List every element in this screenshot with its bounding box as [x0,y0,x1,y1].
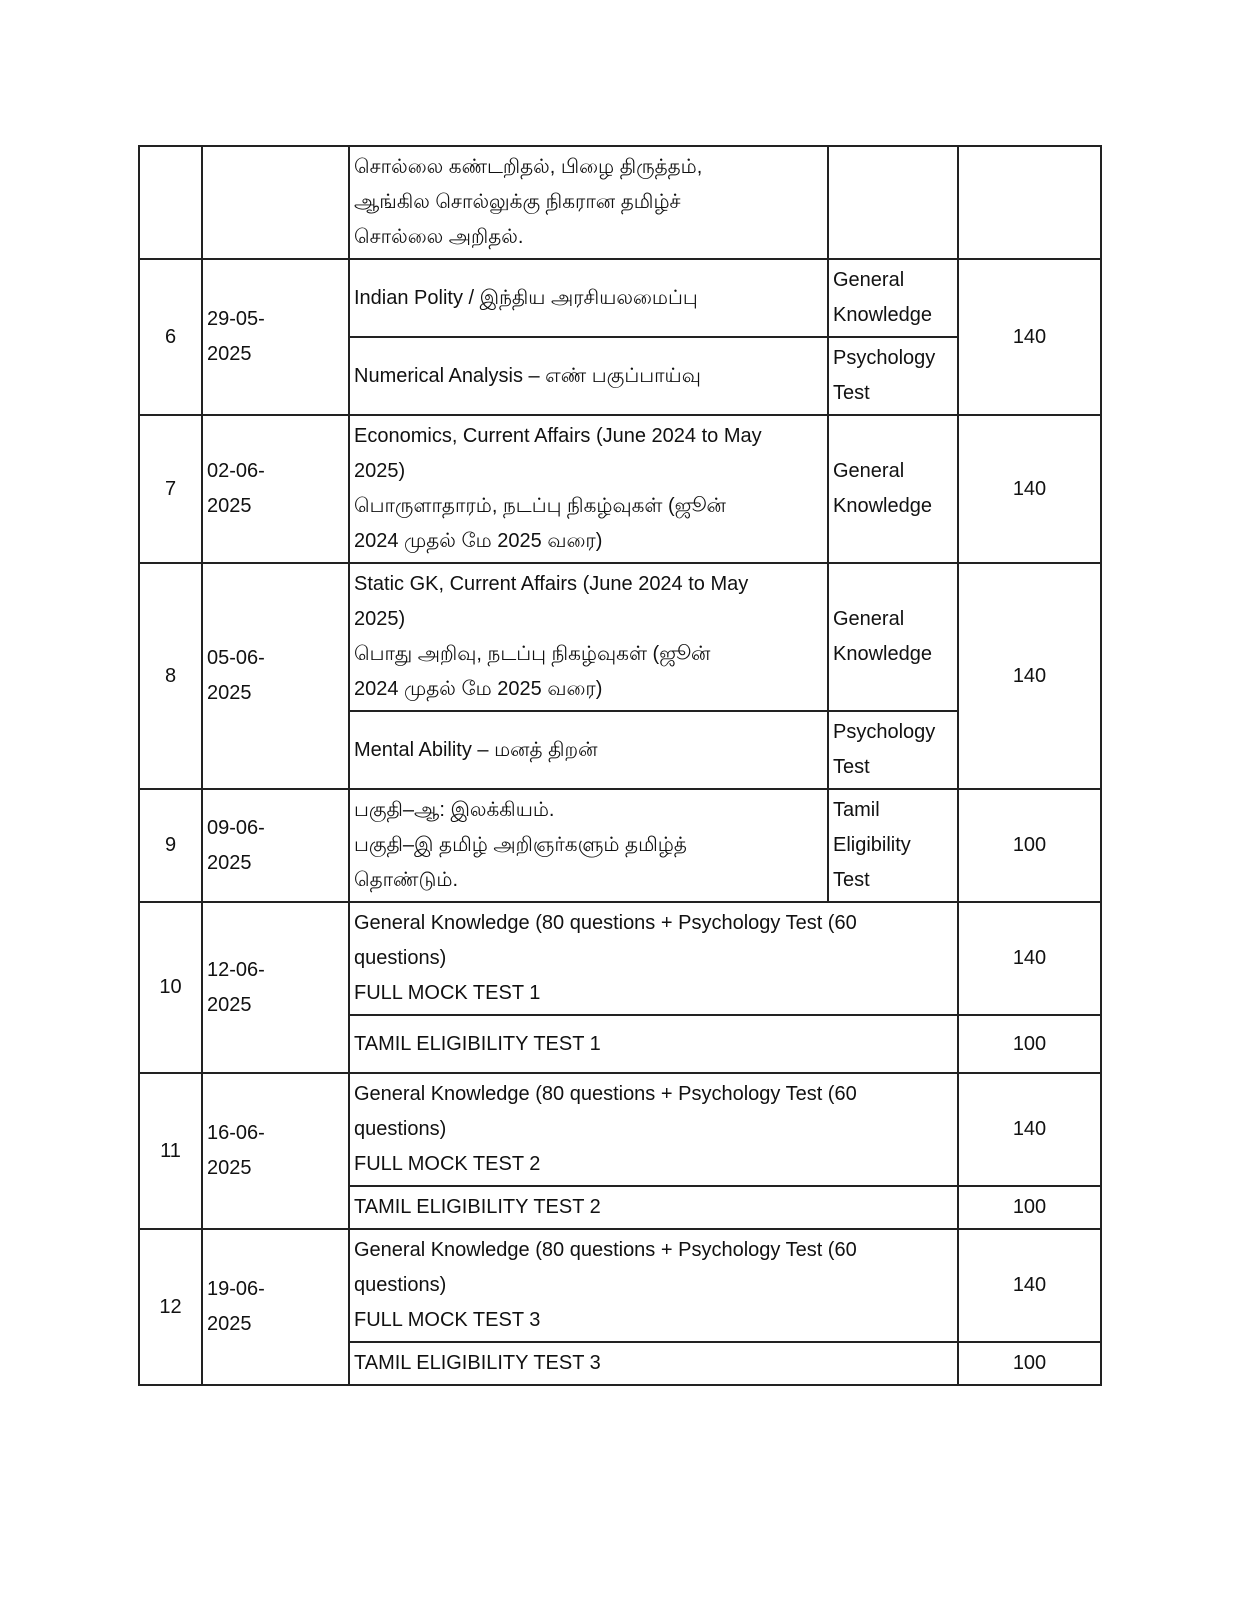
category-cell: General Knowledge [828,415,958,563]
topic-cell: TAMIL ELIGIBILITY TEST 3 [349,1342,958,1385]
marks-cell: 100 [958,789,1101,902]
category-cell: General Knowledge [828,259,958,337]
sno-cell: 9 [139,789,202,902]
marks-cell: 140 [958,1229,1101,1342]
topic-cell: Indian Polity / இந்திய அரசியலமைப்பு [349,259,828,337]
topic-cell: Economics, Current Affairs (June 2024 to May 2025) பொருளாதாரம், நடப்பு நிகழ்வுகள் (ஜூன் 2024 முதல் மே 2025 வரை) [349,415,828,563]
table-row [139,259,1101,337]
schedule-table [138,145,1102,1386]
marks-cell: 100 [958,1186,1101,1229]
date-cell: 19-06- 2025 [202,1229,349,1385]
category-cell: Psychology Test [828,337,958,415]
table-row [139,146,1101,259]
marks-cell: 140 [958,259,1101,415]
sno-cell: 10 [139,902,202,1073]
topic-cell: TAMIL ELIGIBILITY TEST 2 [349,1186,958,1229]
sno-cell: 7 [139,415,202,563]
category-cell [828,146,958,259]
date-cell [202,146,349,259]
topic-cell: General Knowledge (80 questions + Psychology Test (60 questions) FULL MOCK TEST 2 [349,1073,958,1186]
table-row [139,789,1101,902]
table-row [139,902,1101,1015]
category-cell: Tamil Eligibility Test [828,789,958,902]
category-cell: General Knowledge [828,563,958,711]
category-cell: Psychology Test [828,711,958,789]
date-cell: 12-06- 2025 [202,902,349,1073]
date-cell: 02-06- 2025 [202,415,349,563]
sno-cell: 11 [139,1073,202,1229]
table-row [139,1073,1101,1186]
marks-cell: 140 [958,415,1101,563]
marks-cell: 100 [958,1015,1101,1073]
topic-cell: Mental Ability – மனத் திறன் [349,711,828,789]
table-row [139,563,1101,711]
topic-cell: TAMIL ELIGIBILITY TEST 1 [349,1015,958,1073]
topic-cell: பகுதி–ஆ: இலக்கியம். பகுதி–இ தமிழ் அறிஞர்களும் தமிழ்த் தொண்டும். [349,789,828,902]
topic-cell: Numerical Analysis – எண் பகுப்பாய்வு [349,337,828,415]
marks-cell: 100 [958,1342,1101,1385]
date-cell: 16-06- 2025 [202,1073,349,1229]
marks-cell [958,146,1101,259]
topic-cell: சொல்லை கண்டறிதல், பிழை திருத்தம், ஆங்கில சொல்லுக்கு நிகரான தமிழ்ச் சொல்லை அறிதல். [349,146,828,259]
sno-cell: 12 [139,1229,202,1385]
date-cell: 29-05- 2025 [202,259,349,415]
date-cell: 05-06- 2025 [202,563,349,789]
topic-cell: General Knowledge (80 questions + Psychology Test (60 questions) FULL MOCK TEST 3 [349,1229,958,1342]
sno-cell [139,146,202,259]
topic-cell: Static GK, Current Affairs (June 2024 to May 2025) பொது அறிவு, நடப்பு நிகழ்வுகள் (ஜூன் 2024 முதல் மே 2025 வரை) [349,563,828,711]
sno-cell: 6 [139,259,202,415]
marks-cell: 140 [958,563,1101,789]
table-row [139,1229,1101,1342]
table-row [139,415,1101,563]
marks-cell: 140 [958,1073,1101,1186]
topic-cell: General Knowledge (80 questions + Psychology Test (60 questions) FULL MOCK TEST 1 [349,902,958,1015]
sno-cell: 8 [139,563,202,789]
marks-cell: 140 [958,902,1101,1015]
date-cell: 09-06- 2025 [202,789,349,902]
